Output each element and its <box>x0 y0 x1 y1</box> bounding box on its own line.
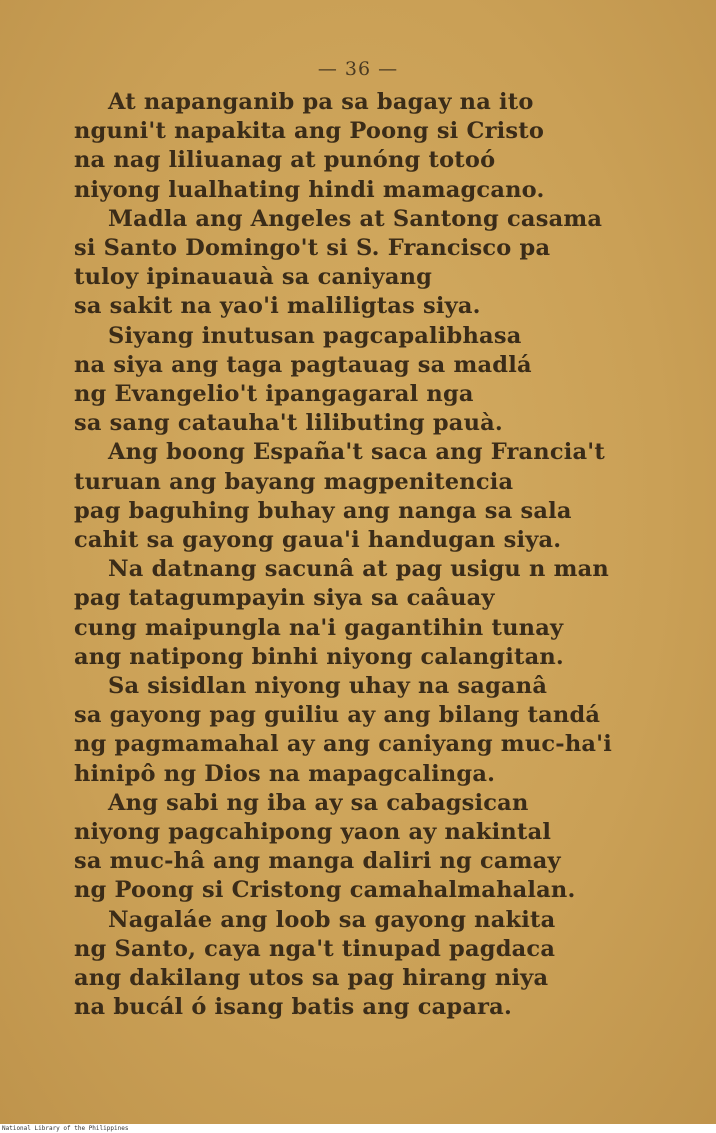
verse-line: na nag liliuanag at punóng totoó <box>74 147 496 174</box>
verse-line: hinipô ng Dios na mapagcalinga. <box>74 760 496 787</box>
verse-line: na bucál ó isang batis ang capara. <box>74 994 512 1021</box>
verse-line: ang dakilang utos sa pag hirang niya <box>74 965 549 992</box>
verse-line: sa muc-hâ ang manga daliri ng camay <box>74 848 561 875</box>
verse-line: Na datnang sacunâ at pag usigu n man <box>108 556 609 583</box>
verse-line: sa sang catauha't lilibuting pauà. <box>74 410 503 437</box>
verse-line: ng pagmamahal ay ang caniyang muc-ha'i <box>74 731 612 758</box>
footer-credit: National Library of the Philippines <box>2 1125 129 1132</box>
verse-line: ng Evangelio't ipangagaral nga <box>74 381 474 408</box>
verse-line: ng Poong si Cristong camahalmahalan. <box>74 877 576 904</box>
verse-line: pag tatagumpayin siya sa caâuay <box>74 585 495 612</box>
verse-line: tuloy ipinauauà sa caniyang <box>74 264 433 291</box>
verse-block <box>74 88 674 1023</box>
verse-line: Madla ang Angeles at Santong casama <box>108 205 603 232</box>
verse-line: nguni't napakita ang Poong si Cristo <box>74 118 545 145</box>
verse-line: sa sakit na yao'i maliligtas siya. <box>74 293 481 320</box>
verse-line: cahit sa gayong gaua'i handugan siya. <box>74 527 562 554</box>
verse-line: Sa sisidlan niyong uhay na saganâ <box>108 673 548 700</box>
page-number: — 36 — <box>317 58 399 80</box>
verse-line: niyong pagcahipong yaon ay nakintal <box>74 819 552 846</box>
verse-line: Siyang inutusan pagcapalibhasa <box>108 322 522 349</box>
verse-line: Ang boong España't saca ang Francia't <box>108 439 605 466</box>
verse-line: pag baguhing buhay ang nanga sa sala <box>74 497 572 524</box>
verse-line: na siya ang taga pagtauag sa madlá <box>74 351 532 378</box>
verse-line: turuan ang bayang magpenitencia <box>74 468 514 495</box>
verse-line: cung maipungla na'i gagantihin tunay <box>74 614 564 641</box>
verse-line: ng Santo, caya nga't tinupad pagdaca <box>74 935 556 962</box>
verse-line: ang natipong binhi niyong calangitan. <box>74 643 564 670</box>
verse-line: niyong lualhating hindi mamagcano. <box>74 176 545 203</box>
verse-line: sa gayong pag guiliu ay ang bilang tandá <box>74 702 601 729</box>
verse-line: At napanganib pa sa bagay na ito <box>108 89 534 115</box>
footer-bar <box>0 1124 716 1133</box>
verse-line: Nagaláe ang loob sa gayong nakita <box>108 906 556 933</box>
verse-line: Ang sabi ng iba ay sa cabagsican <box>108 789 529 816</box>
verse-line: si Santo Domingo't si S. Francisco pa <box>74 235 551 262</box>
